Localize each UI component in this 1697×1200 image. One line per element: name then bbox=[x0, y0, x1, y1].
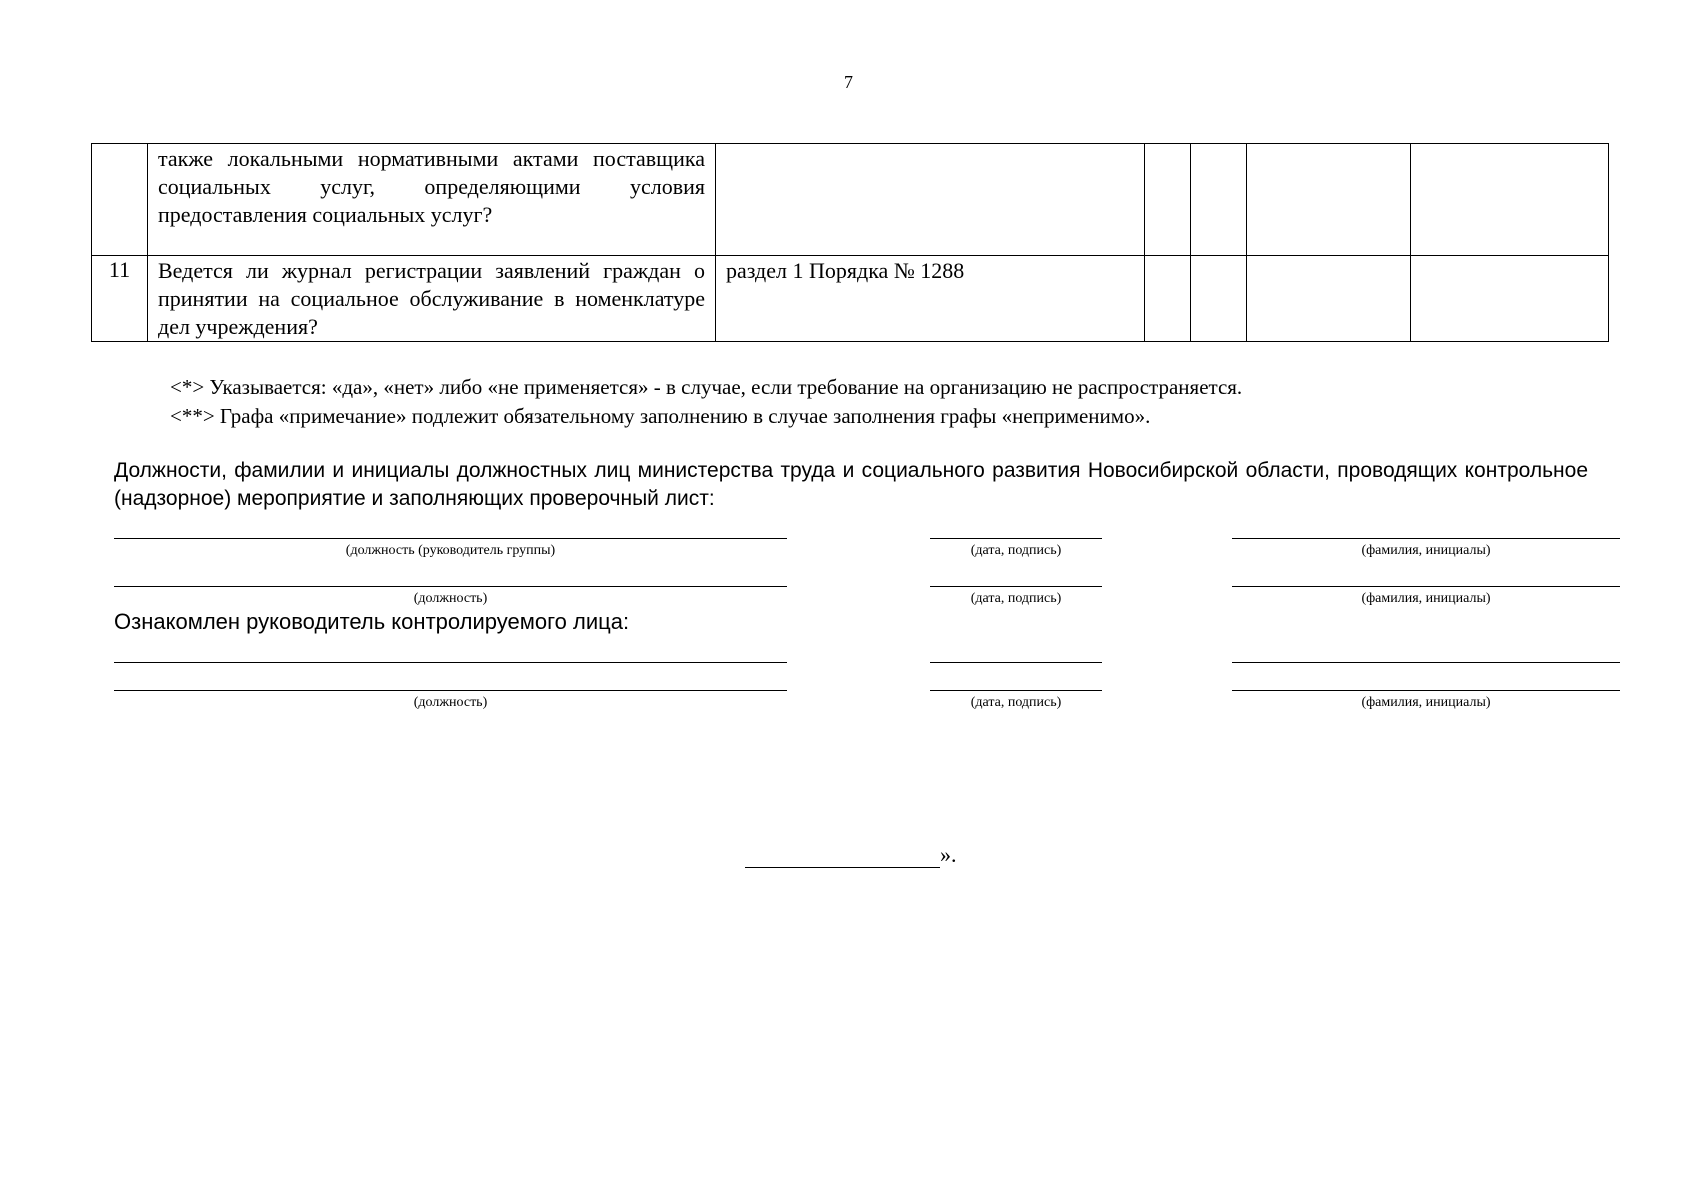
date-signature-line[interactable] bbox=[930, 538, 1102, 539]
caption-position: (должность) bbox=[413, 591, 488, 606]
date-signature-line[interactable] bbox=[930, 690, 1102, 691]
closing-blank-line bbox=[745, 843, 940, 868]
surname-line[interactable] bbox=[1232, 690, 1620, 691]
answer-yes-cell[interactable] bbox=[1145, 144, 1191, 256]
position-line[interactable] bbox=[114, 538, 787, 539]
footnote-note: <**> Графа «примечание» подлежит обязательному заполнению в случае заполнения графы «неприменимо». bbox=[170, 404, 1151, 428]
caption-date-signature: (дата, подпись) bbox=[970, 543, 1062, 558]
reference-cell: раздел 1 Порядка № 1288 bbox=[716, 256, 1145, 342]
not-applicable-cell[interactable] bbox=[1247, 256, 1411, 342]
caption-surname: (фамилия, инициалы) bbox=[1361, 695, 1491, 710]
checklist-table bbox=[91, 143, 1609, 342]
caption-surname: (фамилия, инициалы) bbox=[1361, 543, 1491, 558]
row-number: 11 bbox=[92, 256, 148, 342]
table-row bbox=[92, 144, 1609, 256]
footnote-answer: <*> Указывается: «да», «нет» либо «не применяется» - в случае, если требование на организацию не распространяется. bbox=[170, 375, 1243, 399]
blank-line[interactable] bbox=[930, 662, 1102, 663]
question-cell: также локальными нормативными актами поставщика социальных услуг, определяющими условия предоставления социальных услуг? bbox=[148, 144, 716, 256]
caption-position: (должность) bbox=[413, 695, 488, 710]
reference-cell bbox=[716, 144, 1145, 256]
caption-date-signature: (дата, подпись) bbox=[970, 591, 1062, 606]
not-applicable-cell[interactable] bbox=[1247, 144, 1411, 256]
surname-line[interactable] bbox=[1232, 586, 1620, 587]
position-line[interactable] bbox=[114, 586, 787, 587]
note-cell[interactable] bbox=[1411, 144, 1609, 256]
row-number bbox=[92, 144, 148, 256]
table-row bbox=[92, 256, 1609, 342]
note-cell[interactable] bbox=[1411, 256, 1609, 342]
caption-position-group-leader: (должность (руководитель группы) bbox=[345, 543, 556, 558]
closing-quote: ». bbox=[940, 842, 957, 867]
closing-mark bbox=[745, 842, 957, 868]
date-signature-line[interactable] bbox=[930, 586, 1102, 587]
question-cell: Ведется ли журнал регистрации заявлений граждан о принятии на социальное обслуживание в номенклатуре дел учреждения? bbox=[148, 256, 716, 342]
position-line[interactable] bbox=[114, 690, 787, 691]
acquainted-label: Ознакомлен руководитель контролируемого лица: bbox=[114, 609, 630, 634]
surname-line[interactable] bbox=[1232, 538, 1620, 539]
officials-paragraph: Должности, фамилии и инициалы должностных лиц министерства труда и социального развития Новосибирской области, проводящих контрольное (надзорное) мероприятие и заполняющих проверочный лист: bbox=[114, 459, 1588, 510]
answer-yes-cell[interactable] bbox=[1145, 256, 1191, 342]
blank-line[interactable] bbox=[114, 662, 787, 663]
blank-line[interactable] bbox=[1232, 662, 1620, 663]
page-number: 7 bbox=[844, 72, 853, 92]
answer-no-cell[interactable] bbox=[1191, 144, 1247, 256]
caption-date-signature: (дата, подпись) bbox=[970, 695, 1062, 710]
answer-no-cell[interactable] bbox=[1191, 256, 1247, 342]
caption-surname: (фамилия, инициалы) bbox=[1361, 591, 1491, 606]
